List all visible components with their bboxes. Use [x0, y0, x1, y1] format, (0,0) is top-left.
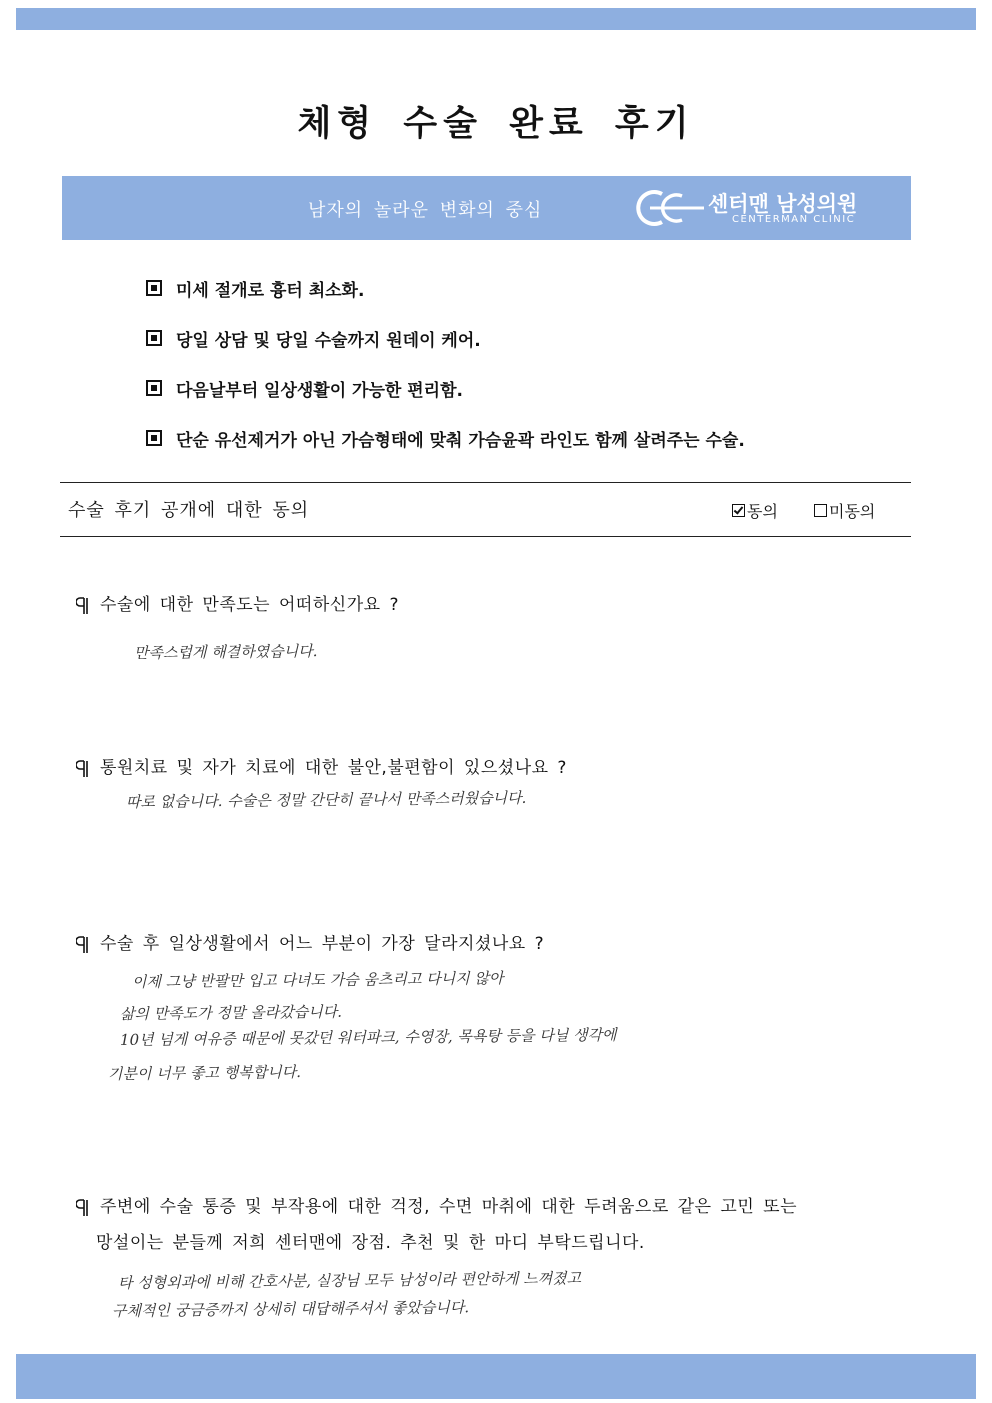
answer-line: 만족스럽게 해결하였습니다. [133, 642, 318, 662]
consent-row [60, 482, 911, 537]
disagree-checkbox[interactable] [814, 504, 827, 517]
answer-line: 기분이 너무 좋고 행복합니다. [107, 1062, 302, 1083]
agree-checkbox[interactable] [732, 504, 745, 517]
question-text: 주변에 수술 통증 및 부작용에 대한 걱정, 수면 마취에 대한 두려움으로 같은 고민 또는 [100, 1197, 798, 1217]
question-mark-icon [76, 759, 90, 779]
disagree-option[interactable] [814, 499, 875, 522]
answer-line: 타 성형외과에 비해 간호사분, 실장님 모두 남성이라 편안하게 느껴졌고 [117, 1269, 582, 1292]
banner-slogan: 남자의 놀라운 변화의 중심 [308, 200, 543, 221]
feature-text: 다음날부터 일상생활이 가능한 편리함. [176, 381, 463, 401]
square-bullet-icon [146, 330, 162, 346]
feature-item [146, 326, 745, 376]
disagree-label: 미동의 [829, 502, 876, 521]
page-title: 체형 수술 완료 후기 [297, 104, 695, 144]
top-color-bar [16, 8, 976, 30]
square-bullet-icon [146, 280, 162, 296]
question-mark-icon [76, 596, 90, 616]
answer-line: 10년 넘게 여유증 때문에 못갔던 워터파크, 수영장, 목욕탕 등을 다닐 생각에 [119, 1025, 617, 1049]
answer-line: 이제 그냥 반팔만 입고 다녀도 가슴 움츠리고 다니지 않아 [131, 969, 504, 991]
question-text: 통원치료 및 자가 치료에 대한 불안,불편함이 있으셨나요 ? [100, 758, 567, 778]
clinic-logo [628, 186, 898, 230]
question-mark-icon [76, 1198, 90, 1218]
square-bullet-icon [146, 380, 162, 396]
clinic-banner [62, 176, 911, 240]
square-bullet-icon [146, 430, 162, 446]
answer-line: 구체적인 궁금증까지 상세히 대답해주셔서 좋았습니다. [111, 1298, 470, 1320]
bottom-color-bar [16, 1354, 976, 1399]
logo-subtitle: CENTERMAN CLINIC [732, 214, 856, 225]
feature-item [146, 426, 745, 476]
logo-name: 센터맨 남성의원 [708, 192, 858, 216]
question-text: 수술 후 일상생활에서 어느 부분이 가장 달라지셨나요 ? [100, 934, 545, 954]
answer-line: 따로 없습니다. 수술은 정말 간단히 끝나서 만족스러웠습니다. [125, 788, 527, 811]
feature-item [146, 376, 745, 426]
question-4 [76, 1189, 797, 1261]
question-1 [76, 587, 399, 623]
question-text-line2: 망설이는 분들께 저희 센터맨에 장점. 추천 및 한 마디 부탁드립니다. [96, 1233, 645, 1253]
cc-logo-icon [628, 188, 706, 228]
question-2 [76, 750, 567, 786]
answer-line: 삶의 만족도가 정말 올라갔습니다. [119, 1002, 343, 1023]
question-3 [76, 926, 544, 962]
feature-item [146, 276, 745, 326]
feature-text: 미세 절개로 흉터 최소화. [176, 281, 365, 301]
agree-label: 동의 [747, 502, 778, 521]
feature-text: 당일 상담 및 당일 수술까지 원데이 케어. [176, 331, 481, 351]
consent-label: 수술 후기 공개에 대한 동의 [68, 500, 310, 521]
question-mark-icon [76, 935, 90, 955]
feature-list [146, 276, 745, 476]
question-text: 수술에 대한 만족도는 어떠하신가요 ? [100, 595, 399, 615]
agree-option[interactable] [732, 499, 778, 522]
feature-text: 단순 유선제거가 아닌 가슴형태에 맞춰 가슴윤곽 라인도 함께 살려주는 수술. [176, 431, 745, 451]
